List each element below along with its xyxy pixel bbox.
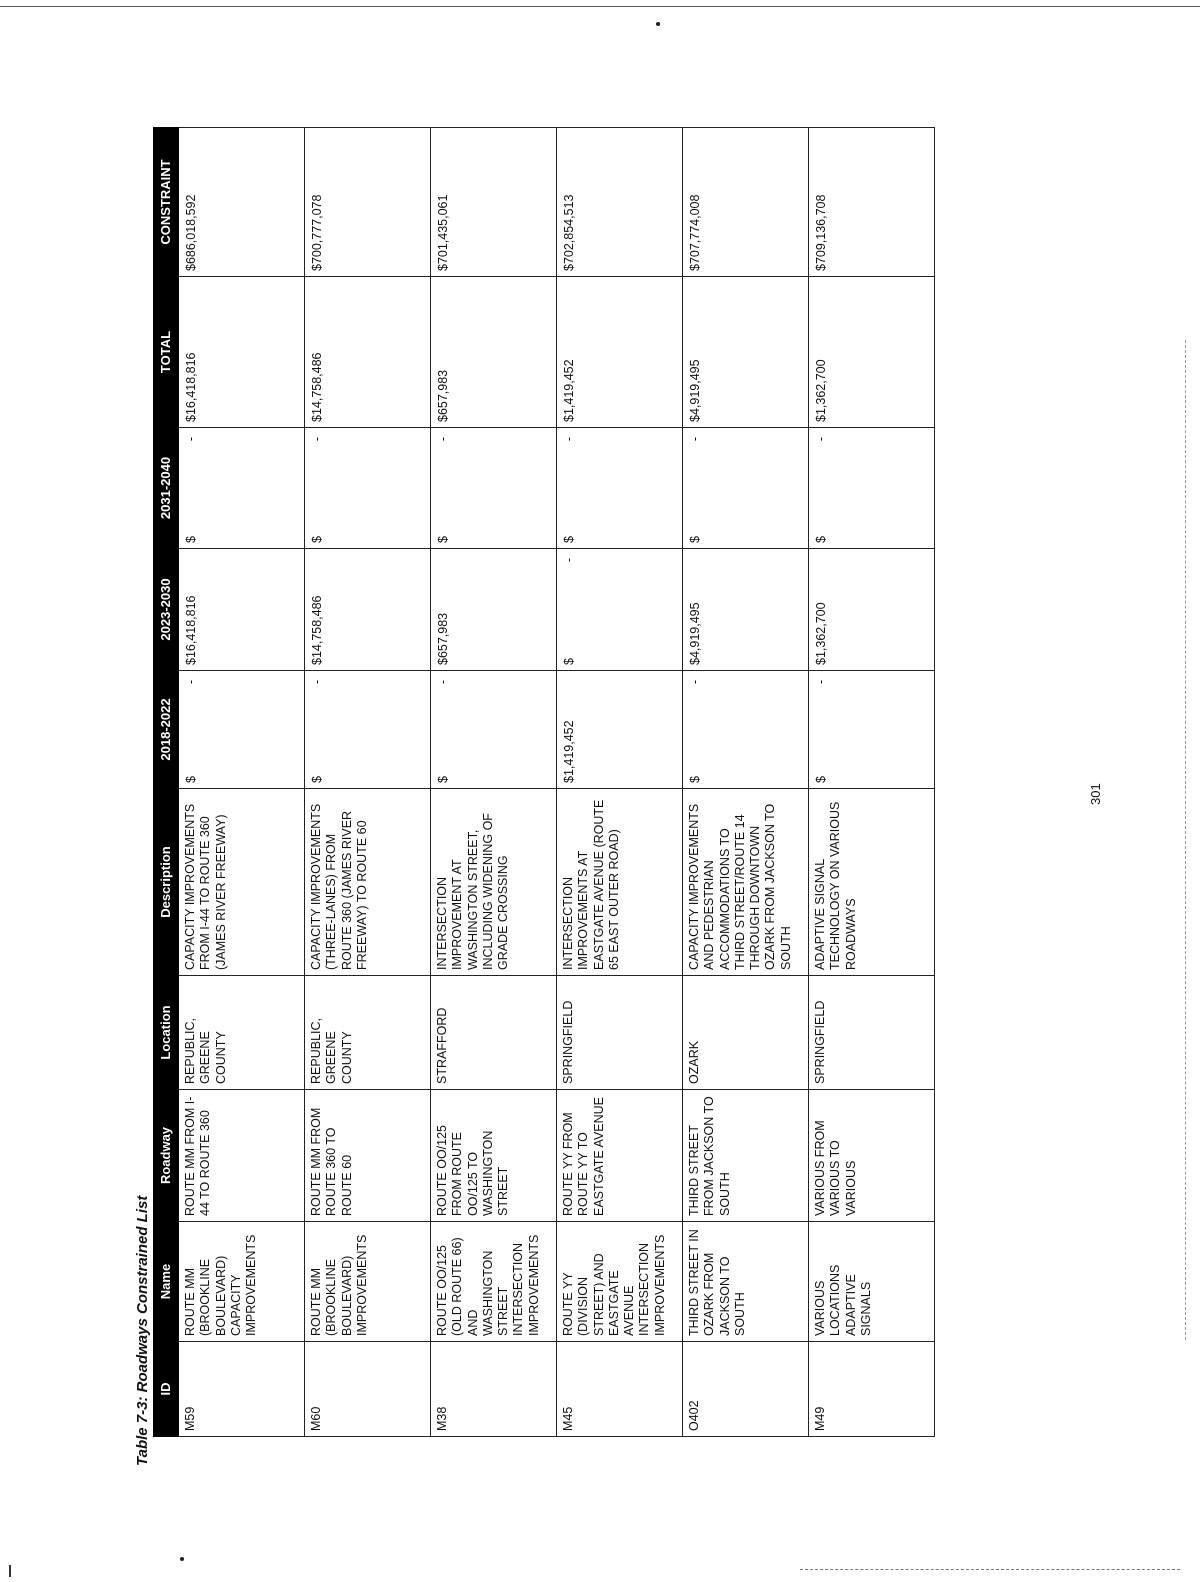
cell-description: CAPACITY IMPROVEMENTS AND PEDESTRIAN ACCOMMODATIONS TO THIRD STREET/ROUTE 14 THROUGH DOWNTOWN OZARK FROM JACKSON TO SOUTH — [683, 789, 809, 976]
cell-id: M38 — [431, 1342, 557, 1437]
cell-2023-2030: $1,362,700 — [809, 549, 935, 671]
cell-2031-2040: $ - — [809, 428, 935, 549]
cell-total: $4,919,495 — [683, 277, 809, 428]
cell-location: SPRINGFIELD — [557, 976, 683, 1090]
cell-2018-2022: $ - — [179, 671, 305, 789]
cell-roadway: THIRD STREET FROM JACKSON TO SOUTH — [683, 1090, 809, 1222]
cell-value: - — [688, 437, 702, 442]
table-row — [683, 128, 809, 1437]
cell-name: VARIOUS LOCATIONS ADAPTIVE SIGNALS — [809, 1222, 935, 1342]
col-header-2031-2040: 2031-2040 — [154, 428, 179, 549]
cell-description: INTERSECTION IMPROVEMENT AT WASHINGTON STREET, INCLUDING WIDENING OF GRADE CROSSING — [431, 789, 557, 976]
table-header-row — [154, 128, 179, 1437]
table-row — [809, 128, 935, 1437]
cell-2023-2030: $4,919,495 — [683, 549, 809, 671]
cell-value: - — [562, 437, 576, 442]
cell-2018-2022: $ - — [431, 671, 557, 789]
cell-constraint: $709,136,708 — [809, 128, 935, 277]
cell-2023-2030: $16,418,816 — [179, 549, 305, 671]
cell-2023-2030: $657,983 — [431, 549, 557, 671]
cell-2018-2022: $ - — [683, 671, 809, 789]
cell-id: M59 — [179, 1342, 305, 1437]
cell-name: ROUTE MM (BROOKLINE BOULEVARD) IMPROVEMENTS — [305, 1222, 431, 1342]
cell-description: CAPACITY IMPROVEMENTS (THREE-LANES) FROM ROUTE 360 (JAMES RIVER FREEWAY) TO ROUTE 60 — [305, 789, 431, 976]
cell-total: $1,362,700 — [809, 277, 935, 428]
cell-total: $14,758,486 — [305, 277, 431, 428]
cell-2018-2022: $1,419,452 — [557, 671, 683, 789]
cell-name: ROUTE MM (BROOKLINE BOULEVARD) CAPACITY IMPROVEMENTS — [179, 1222, 305, 1342]
cell-constraint: $707,774,008 — [683, 128, 809, 277]
cell-location: STRAFFORD — [431, 976, 557, 1090]
cell-total: $1,419,452 — [557, 277, 683, 428]
cell-name: THIRD STREET IN OZARK FROM JACKSON TO SOUTH — [683, 1222, 809, 1342]
cell-location: OZARK — [683, 976, 809, 1090]
cell-value: - — [562, 558, 576, 563]
table-row — [557, 128, 683, 1437]
cell-roadway: ROUTE OO/125 FROM ROUTE OO/125 TO WASHINGTON STREET — [431, 1090, 557, 1222]
cell-roadway: ROUTE MM FROM I-44 TO ROUTE 360 — [179, 1090, 305, 1222]
cell-name: ROUTE OO/125 (OLD ROUTE 66) AND WASHINGTON STREET INTERSECTION IMPROVEMENTS — [431, 1222, 557, 1342]
col-header-2018-2022: 2018-2022 — [154, 671, 179, 789]
cell-description: INTERSECTION IMPROVEMENTS AT EASTGATE AVENUE (ROUTE 65 EAST OUTER ROAD) — [557, 789, 683, 976]
cell-2023-2030: $14,758,486 — [305, 549, 431, 671]
cell-name: ROUTE YY (DIVISION STREET) AND EASTGATE AVENUE INTERSECTION IMPROVEMENTS — [557, 1222, 683, 1342]
cell-2023-2030: $ - — [557, 549, 683, 671]
cell-constraint: $700,777,078 — [305, 128, 431, 277]
col-header-roadway: Roadway — [154, 1090, 179, 1222]
cell-2031-2040: $ - — [179, 428, 305, 549]
cell-2018-2022: $ - — [809, 671, 935, 789]
cell-value: - — [310, 680, 324, 685]
cell-roadway: ROUTE MM FROM ROUTE 360 TO ROUTE 60 — [305, 1090, 431, 1222]
cell-2031-2040: $ - — [557, 428, 683, 549]
col-header-description: Description — [154, 789, 179, 976]
cell-2018-2022: $ - — [305, 671, 431, 789]
table-row — [431, 128, 557, 1437]
table-row — [179, 128, 305, 1437]
cell-constraint: $702,854,513 — [557, 128, 683, 277]
page-number: 301 — [1088, 783, 1103, 805]
cell-roadway: ROUTE YY FROM ROUTE YY TO EASTGATE AVENUE — [557, 1090, 683, 1222]
cell-id: M49 — [809, 1342, 935, 1437]
cell-value: - — [310, 437, 324, 442]
col-header-name: Name — [154, 1222, 179, 1342]
cell-value: - — [184, 680, 198, 685]
cell-value: - — [814, 680, 828, 685]
cell-id: M45 — [557, 1342, 683, 1437]
cell-value: - — [184, 437, 198, 442]
cell-2031-2040: $ - — [683, 428, 809, 549]
cell-total: $657,983 — [431, 277, 557, 428]
col-header-total: TOTAL — [154, 277, 179, 428]
cell-total: $16,418,816 — [179, 277, 305, 428]
cell-location: SPRINGFIELD — [809, 976, 935, 1090]
table-row — [305, 128, 431, 1437]
table-caption: Table 7-3: Roadways Constrained List — [134, 1195, 151, 1466]
roadways-constrained-table — [153, 127, 935, 1437]
cell-location: REPUBLIC, GREENE COUNTY — [305, 976, 431, 1090]
cell-id: O402 — [683, 1342, 809, 1437]
cell-constraint: $701,435,061 — [431, 128, 557, 277]
cell-value: - — [688, 680, 702, 685]
col-header-constraint: CONSTRAINT — [154, 128, 179, 277]
cell-value: - — [814, 437, 828, 442]
cell-description: CAPACITY IMPROVEMENTS FROM I-44 TO ROUTE 360 (JAMES RIVER FREEWAY) — [179, 789, 305, 976]
cell-constraint: $686,018,592 — [179, 128, 305, 277]
cell-value: - — [436, 437, 450, 442]
cell-id: M60 — [305, 1342, 431, 1437]
cell-location: REPUBLIC, GREENE COUNTY — [179, 976, 305, 1090]
col-header-id: ID — [154, 1342, 179, 1437]
cell-2031-2040: $ - — [431, 428, 557, 549]
col-header-2023-2030: 2023-2030 — [154, 549, 179, 671]
cell-roadway: VARIOUS FROM VARIOUS TO VARIOUS — [809, 1090, 935, 1222]
col-header-location: Location — [154, 976, 179, 1090]
cell-2031-2040: $ - — [305, 428, 431, 549]
cell-description: ADAPTIVE SIGNAL TECHNOLOGY ON VARIOUS ROADWAYS — [809, 789, 935, 976]
cell-value: - — [436, 680, 450, 685]
